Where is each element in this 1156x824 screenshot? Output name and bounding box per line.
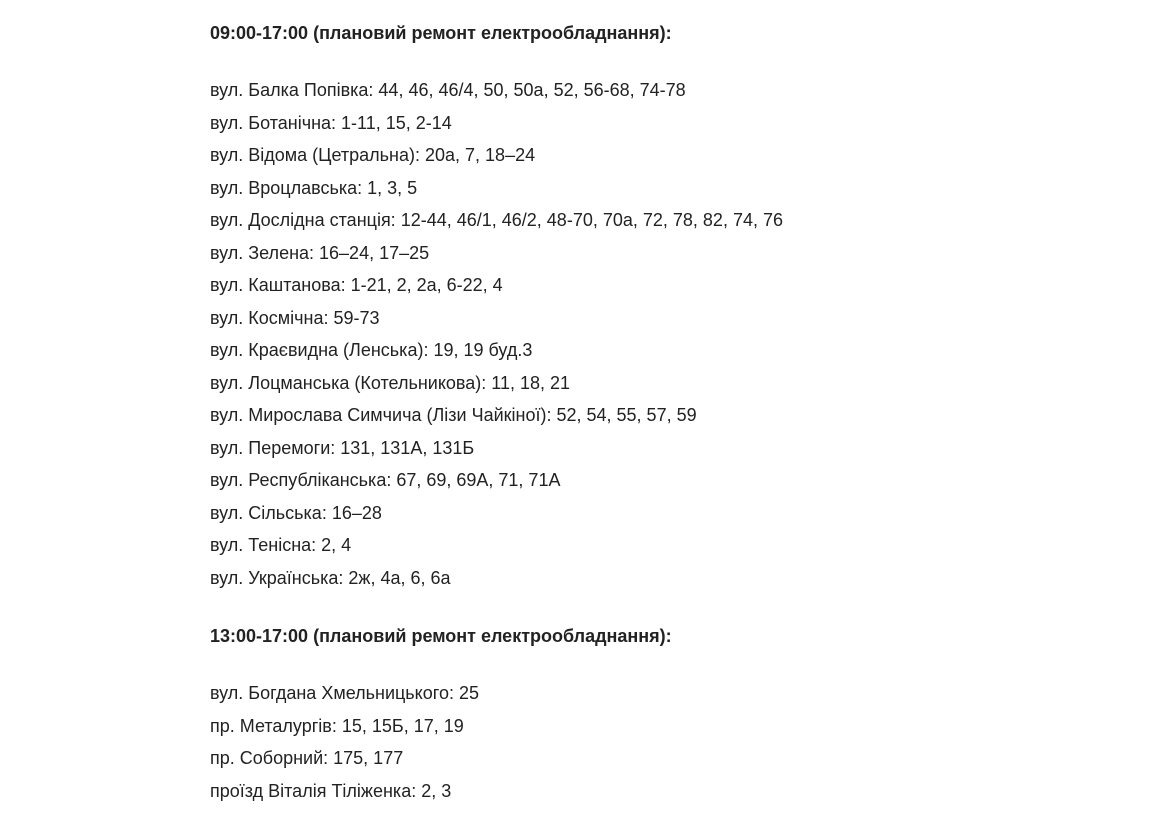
list-item: вул. Відома (Цетральна): 20а, 7, 18–24 — [210, 145, 536, 165]
street-list-afternoon — [210, 677, 479, 807]
list-item: вул. Тенісна: 2, 4 — [210, 535, 352, 555]
list-item: пр. Металургів: 15, 15Б, 17, 19 — [210, 715, 464, 736]
list-item: вул. Республіканська: 67, 69, 69А, 71, 71А — [210, 470, 561, 490]
list-item: вул. Балка Попівка: 44, 46, 46/4, 50, 50а, 52, 56-68, 74-78 — [210, 80, 686, 100]
list-item: вул. Богдана Хмельницького: 25 — [210, 683, 479, 703]
street-list-morning — [210, 74, 783, 594]
list-item: вул. Дослідна станція: 12-44, 46/1, 46/2, 48-70, 70а, 72, 78, 82, 74, 76 — [210, 210, 783, 230]
section-heading-afternoon: 13:00-17:00 (плановий ремонт електрообладнання): — [210, 626, 672, 646]
list-item: вул. Перемоги: 131, 131А, 131Б — [210, 437, 475, 458]
list-item: вул. Вроцлавська: 1, 3, 5 — [210, 177, 418, 198]
section-heading-morning: 09:00-17:00 (плановий ремонт електрообладнання): — [210, 23, 672, 43]
list-item: вул. Краєвидна (Ленська): 19, 19 буд.3 — [210, 340, 533, 360]
list-item: вул. Космічна: 59-73 — [210, 307, 380, 328]
list-item: вул. Лоцманська (Котельникова): 11, 18, 21 — [210, 372, 571, 393]
list-item: вул. Українська: 2ж, 4а, 6, 6а — [210, 567, 451, 588]
list-item: вул. Мирослава Симчича (Лізи Чайкіної): 52, 54, 55, 57, 59 — [210, 405, 697, 425]
list-item: вул. Каштанова: 1-21, 2, 2а, 6-22, 4 — [210, 275, 503, 295]
list-item: вул. Ботанічна: 1-11, 15, 2-14 — [210, 112, 452, 133]
list-item: проїзд Віталія Тіліженка: 2, 3 — [210, 780, 452, 801]
list-item: вул. Сільська: 16–28 — [210, 502, 382, 523]
list-item: вул. Зелена: 16–24, 17–25 — [210, 242, 430, 263]
list-item: пр. Соборний: 175, 177 — [210, 748, 404, 768]
